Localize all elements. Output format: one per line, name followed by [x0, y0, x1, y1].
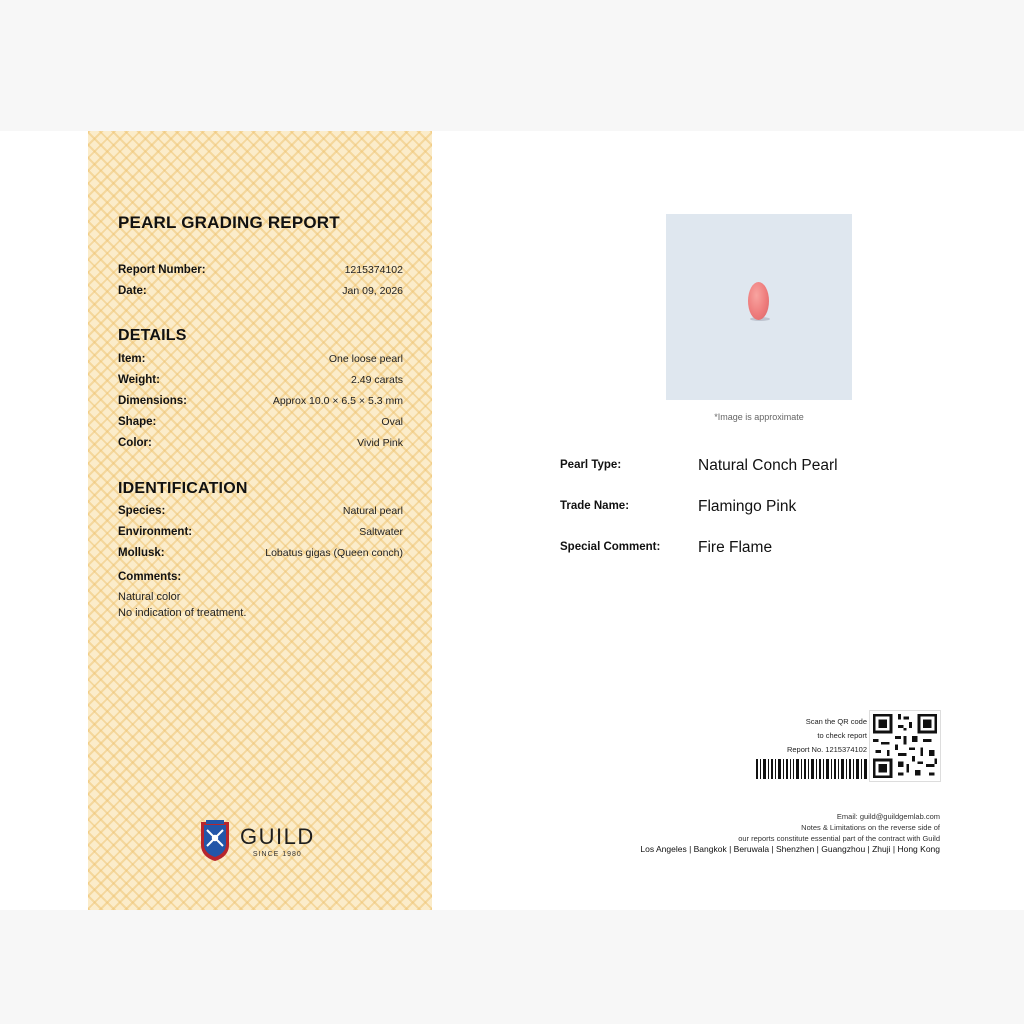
comments-label: Comments:: [118, 571, 182, 583]
pearl-photo: [666, 214, 852, 400]
details-value: Vivid Pink: [357, 437, 403, 449]
details-row: [118, 372, 403, 388]
guild-logo: [198, 819, 315, 863]
qr-code-icon: [869, 710, 941, 782]
identification-value: Lobatus gigas (Queen conch): [265, 547, 403, 559]
identification-label: Species:: [118, 505, 166, 517]
details-value: Oval: [381, 416, 403, 428]
footer-cities: Los Angeles | Bangkok | Beruwala | Shenzhen | Guangzhou | Zhuji | Hong Kong: [640, 844, 940, 854]
spec-value: Fire Flame: [698, 539, 773, 556]
details-label: Dimensions:: [118, 395, 188, 407]
details-label: Color:: [118, 437, 152, 449]
identification-value: Saltwater: [359, 526, 403, 538]
footer-notes-line1: Notes & Limitations on the reverse side of: [801, 823, 940, 832]
details-value: One loose pearl: [328, 353, 403, 365]
spec-label: Pearl Type:: [560, 459, 622, 471]
spec-label: Trade Name:: [560, 500, 630, 512]
guild-crest-icon: [198, 819, 232, 863]
details-value: 2.49 carats: [351, 374, 403, 386]
details-row: [118, 393, 403, 409]
footer-notes-line2: our reports constitute essential part of the contract with Guild: [738, 834, 940, 843]
pearl-image: [748, 282, 769, 320]
details-row: [118, 414, 403, 430]
report-date-value: Jan 09, 2026: [342, 285, 403, 297]
identification-row: [118, 524, 403, 540]
details-heading: DETAILS: [118, 327, 187, 344]
comment-line: Natural color: [118, 591, 181, 603]
report-title: PEARL GRADING REPORT: [118, 213, 340, 232]
report-number-row: [118, 262, 403, 278]
report-number-value: 1215374102: [344, 264, 403, 276]
identification-value: Natural pearl: [342, 505, 403, 517]
identification-label: Mollusk:: [118, 547, 165, 559]
identification-heading: IDENTIFICATION: [118, 480, 248, 497]
qr-instruction-line1: Scan the QR code: [805, 717, 867, 726]
report-date-row: [118, 283, 403, 299]
report-sheet: [0, 131, 1024, 910]
details-row: [118, 351, 403, 367]
report-date-label: Date:: [118, 285, 147, 297]
details-value: Approx 10.0 × 6.5 × 5.3 mm: [272, 395, 403, 407]
barcode-icon: [756, 759, 867, 779]
identification-label: Environment:: [118, 526, 193, 538]
spec-value: Flamingo Pink: [698, 498, 797, 515]
qr-instruction-line2: to check report: [817, 731, 867, 740]
comment-line: No indication of treatment.: [118, 607, 247, 619]
details-row: [118, 435, 403, 451]
footer-email: Email: guild@guildgemlab.com: [836, 812, 940, 821]
brand-since: SINCE 1980: [252, 851, 302, 858]
spec-value: Natural Conch Pearl: [698, 457, 838, 474]
photo-note: *Image is approximate: [714, 412, 804, 422]
spec-label: Special Comment:: [560, 541, 661, 553]
details-label: Weight:: [118, 374, 160, 386]
identification-row: [118, 545, 403, 561]
brand-text: [240, 824, 315, 858]
brand-name: GUILD: [240, 824, 315, 849]
details-label: Shape:: [118, 416, 157, 428]
report-number-label: Report Number:: [118, 264, 206, 276]
qr-report-number: Report No. 1215374102: [786, 745, 867, 754]
identification-row: [118, 503, 403, 519]
panel-pattern-overlay: [88, 131, 432, 910]
report-left-panel: [88, 131, 432, 910]
details-label: Item:: [118, 353, 146, 365]
